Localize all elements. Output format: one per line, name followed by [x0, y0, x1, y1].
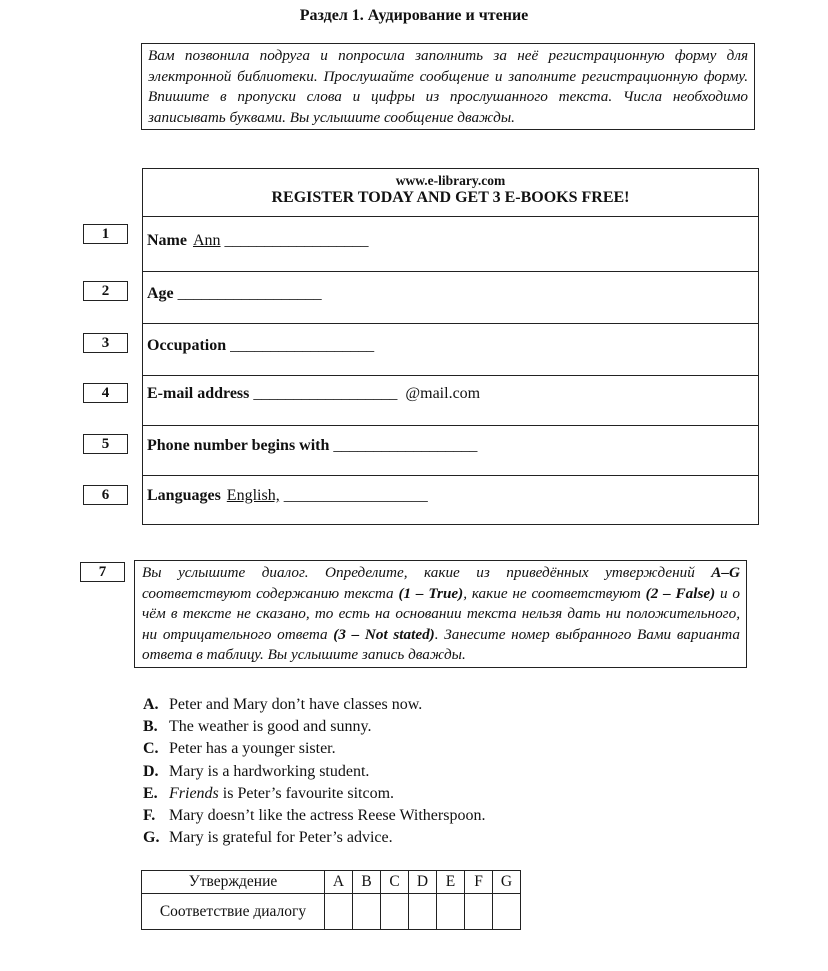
- table-header-label: Утверждение: [142, 871, 325, 894]
- form-divider: [143, 425, 758, 426]
- instr-text: и о чём в тексте не сказано, то есть на основании текста нельзя дать ни положительного, ни отрицательного ответа: [142, 584, 740, 643]
- instr-bold: A–G: [711, 564, 740, 581]
- form-divider: [143, 216, 758, 217]
- field-value: Ann: [192, 232, 221, 249]
- answer-header-row: [142, 871, 521, 894]
- statement-letter: E.: [143, 784, 158, 802]
- statement-letter: D.: [143, 762, 159, 780]
- answer-cell[interactable]: [409, 894, 437, 930]
- task7-instruction: [134, 560, 747, 668]
- field-label: Name: [147, 232, 187, 249]
- statement-text: The weather is good and sunny.: [169, 718, 372, 736]
- instr-text: Вы услышите диалог. Определите, какие из приведённых утверждений: [142, 564, 712, 581]
- field-blank[interactable]: __________________: [333, 437, 478, 454]
- statement-letter: B.: [143, 718, 158, 736]
- statement-item: [143, 805, 485, 827]
- statement-item: [143, 827, 485, 849]
- form-divider: [143, 475, 758, 476]
- task-number: 5: [83, 434, 128, 454]
- form-field-occupation[interactable]: [147, 337, 374, 355]
- form-site: www.e-library.com: [395, 173, 506, 188]
- field-blank[interactable]: __________________: [224, 232, 369, 249]
- answer-cell[interactable]: [437, 894, 465, 930]
- table-letter: D: [409, 871, 437, 894]
- form-field-email[interactable]: [147, 385, 480, 403]
- field-value: English,: [226, 487, 280, 504]
- instr-bold: (2 – False): [645, 584, 716, 602]
- instr-bold: (3 – Not stated): [333, 625, 435, 643]
- section-title: Раздел 1. Аудирование и чтение: [299, 7, 529, 24]
- field-label: Occupation: [147, 337, 227, 354]
- answer-cell[interactable]: [353, 894, 381, 930]
- form-divider: [143, 271, 758, 272]
- table-letter: A: [325, 871, 353, 894]
- email-domain: @mail.com: [405, 385, 481, 402]
- field-blank[interactable]: __________________: [253, 385, 398, 402]
- statement-text: Mary is grateful for Peter’s advice.: [169, 829, 393, 847]
- statement-item: [143, 738, 485, 760]
- answer-cell[interactable]: [325, 894, 353, 930]
- form-divider: [143, 323, 758, 324]
- field-label: E-mail address: [147, 385, 250, 402]
- table-letter: B: [353, 871, 381, 894]
- answer-cell[interactable]: [493, 894, 521, 930]
- table-letter: C: [381, 871, 409, 894]
- form-banner: REGISTER TODAY AND GET 3 E-BOOKS FREE!: [271, 189, 630, 206]
- field-label: Phone number begins with: [147, 437, 330, 454]
- field-blank[interactable]: __________________: [283, 487, 428, 504]
- answer-cell[interactable]: [465, 894, 493, 930]
- table-letter: G: [493, 871, 521, 894]
- form-field-languages[interactable]: [147, 487, 428, 505]
- statement-letter: A.: [143, 696, 159, 713]
- statement-letter: G.: [143, 829, 160, 847]
- table-letter: E: [437, 871, 465, 894]
- task-number: 7: [80, 562, 125, 582]
- statement-item: [143, 783, 485, 805]
- task-number: 4: [83, 383, 128, 403]
- statement-text: Mary doesn’t like the actress Reese Witherspoon.: [169, 807, 486, 825]
- table-letter: F: [465, 871, 493, 894]
- statement-text: is Peter’s favourite sitcom.: [218, 784, 395, 802]
- statement-title: Friends: [169, 784, 219, 802]
- statement-item: [143, 716, 485, 738]
- field-blank[interactable]: __________________: [177, 285, 322, 302]
- statement-letter: C.: [143, 740, 159, 758]
- form-field-phone[interactable]: [147, 437, 477, 455]
- answer-input-row: [142, 894, 521, 930]
- form-field-age[interactable]: [147, 285, 322, 303]
- registration-form: [142, 168, 759, 525]
- task-number: 1: [83, 224, 128, 244]
- table-row-label: Соответствие диалогу: [142, 894, 325, 930]
- statement-letter: F.: [143, 807, 156, 825]
- instruction-box: Вам позвонила подруга и попросила заполнить за неё регистрационную форму для электронной библиотеки. Прослушайте сообщение и заполните регистрационную форму. Впишите в пропуски слова и цифры из прослушанного текста. Числа необходимо записывать буквами. Вы услышите сообщение дважды.: [141, 43, 755, 130]
- task-number: 2: [83, 281, 128, 301]
- field-label: Languages: [147, 487, 221, 504]
- statement-text: Peter has a younger sister.: [169, 740, 336, 758]
- instr-bold: (1 – True): [398, 584, 464, 602]
- form-field-name[interactable]: [147, 232, 369, 250]
- instr-text: , какие не соответствуют: [463, 584, 646, 602]
- statement-list: [143, 694, 485, 849]
- instr-text: . Занесите номер выбранного Вами варианта ответа в таблицу. Вы услышите запись дважды.: [142, 625, 740, 663]
- statement-text: Mary is a hardworking student.: [169, 762, 370, 780]
- statement-item: [143, 761, 485, 783]
- answer-cell[interactable]: [381, 894, 409, 930]
- field-blank[interactable]: __________________: [230, 337, 375, 354]
- task-number: 6: [83, 485, 128, 505]
- task-number: 3: [83, 333, 128, 353]
- field-label: Age: [147, 285, 174, 302]
- instr-text: соответствуют содержанию текста: [142, 584, 399, 602]
- statement-text: Peter and Mary don’t have classes now.: [169, 696, 423, 713]
- statement-item: [143, 694, 485, 716]
- form-divider: [143, 375, 758, 376]
- answer-table: [141, 870, 521, 930]
